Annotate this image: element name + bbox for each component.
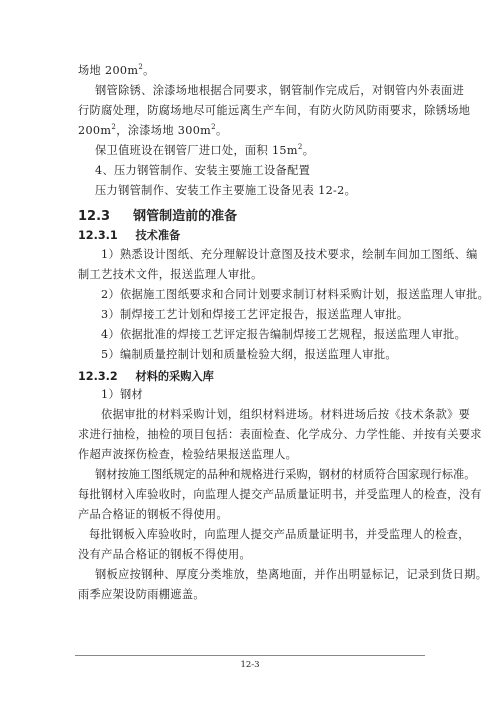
- paragraph-line: 行防腐处理，防腐场地尽可能远离生产车间，有防火防风防雨要求，除锈场地: [78, 104, 471, 117]
- paragraph-line: 钢材按施工图纸规定的品种和规格进行采购，钢材的材质符合国家现行标准。: [95, 468, 476, 481]
- list-item: 2）依据施工图纸要求和合同计划要求制订材料采购计划，报送监理人审批。: [101, 288, 490, 301]
- list-item: 1）钢材: [101, 388, 144, 401]
- subsection-heading: [78, 368, 214, 384]
- list-item: 5）编制质量控制计划和质量检验大纲，报送监理人审批。: [101, 348, 397, 361]
- subsection-title: 技术准备: [135, 229, 181, 242]
- paragraph-line: $200m^2$，涂漆场地 $300m^2$。: [78, 123, 228, 137]
- subsection-heading: [78, 227, 180, 243]
- list-item: 1）熟悉设计图纸、充分理解设计意图及技术要求，绘制车间加工图纸、编: [101, 248, 478, 261]
- subsection-number: 12.3.1: [78, 229, 118, 242]
- section-title: 钢管制造前的准备: [133, 209, 238, 224]
- paragraph-line: 压力钢管制作、安装工作主要施工设备见表 12-2。: [95, 184, 357, 197]
- subsection-title: 材料的采购入库: [135, 370, 214, 383]
- list-item: 4）依据批准的焊接工艺评定报告编制焊接工艺规程，报送监理人审批。: [101, 328, 467, 341]
- paragraph-line: 每批钢材入库验收时，向监理人提交产品质量证明书，并受监理人的检查，没有: [78, 488, 482, 501]
- paragraph-line: 场地 $200m^2$。: [78, 63, 155, 77]
- section-number: 12.3: [78, 209, 111, 224]
- list-item: 3）制焊接工艺计划和焊接工艺评定报告，报送监理人审批。: [101, 308, 409, 321]
- paragraph-line: 钢管除锈、涂漆场地根据合同要求，钢管制作完成后，对钢管内外表面进: [95, 84, 465, 97]
- list-item: 制工艺技术文件，报送监理人审批。: [78, 268, 263, 281]
- paragraph-line: 钢板应按钢种、厚度分类堆放，垫离地面，并作出明显标记，记录到货日期。: [95, 568, 488, 581]
- paragraph-line: 依据审批的材料采购计划，组织材料进场。材料进场后按《技术条款》要: [101, 408, 471, 421]
- page-number: 12-3: [240, 660, 260, 670]
- paragraph-line: 没有产品合格证的钢板不得使用。: [78, 548, 252, 561]
- footer-divider: [75, 655, 425, 656]
- paragraph-line: 作超声波探伤检查，检验结果报送监理人。: [78, 448, 298, 461]
- list-heading: 4、压力钢管制作、安装主要施工设备配置: [95, 164, 311, 177]
- subsection-number: 12.3.2: [78, 370, 118, 383]
- paragraph-line: 保卫值班设在钢管厂进口处，面积 $15m^2$。: [95, 143, 315, 157]
- paragraph-line: 雨季应架设防雨棚遮盖。: [78, 588, 205, 601]
- paragraph-line: 每批钢板入库验收时，向监理人提交产品质量证明书，并受监理人的检查，: [89, 528, 470, 541]
- section-heading: [78, 205, 237, 224]
- paragraph-line: 求进行抽检，抽检的项目包括：表面检查、化学成分、力学性能、并按有关要求: [78, 428, 482, 441]
- paragraph-line: 产品合格证的钢板不得使用。: [78, 508, 228, 521]
